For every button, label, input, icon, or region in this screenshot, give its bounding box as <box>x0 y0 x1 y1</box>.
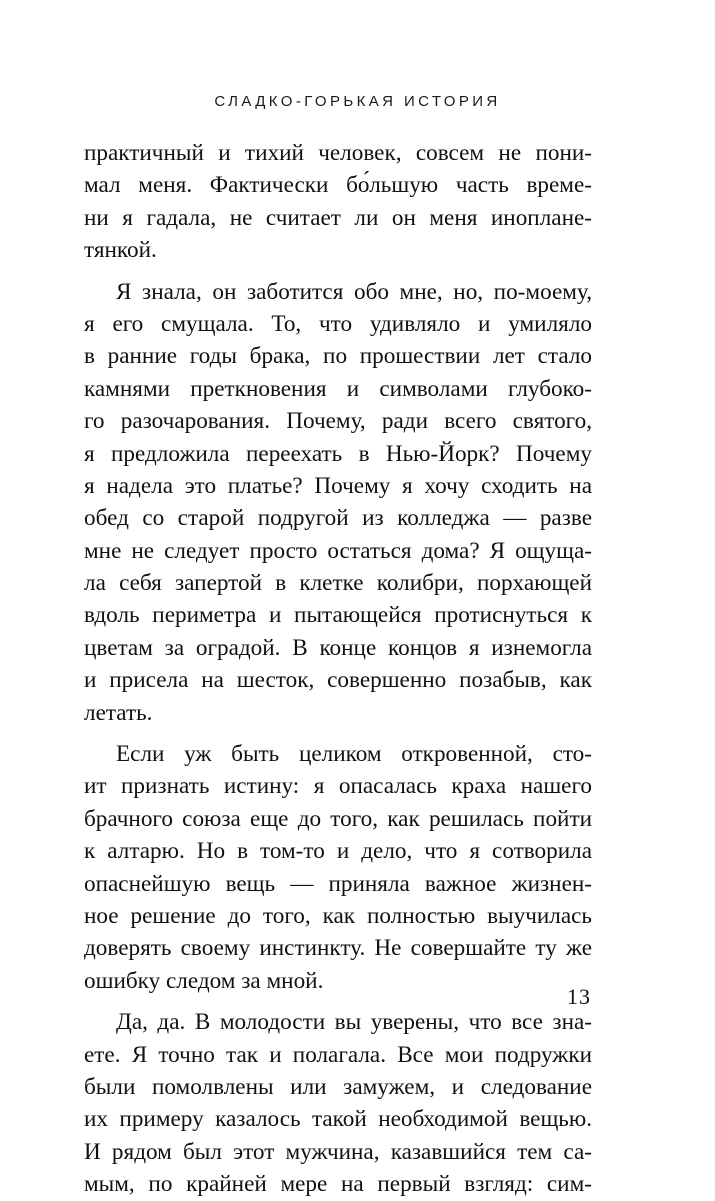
text-line: их примеру казалось такой необходимой вещью. <box>84 1106 592 1133</box>
text-line: мал меня. Фактически бо́льшую часть време- <box>84 172 592 199</box>
text-line: го разочарования. Почему, ради всего святого, <box>84 408 592 435</box>
paragraph <box>84 1006 592 1200</box>
text-line: ни я гадала, не считает ли он меня инопланe- <box>84 204 592 231</box>
text-line: обед со старой подругой из колледжа — разве <box>84 505 592 532</box>
text-line: ное решение до того, как полностью выучилась <box>84 902 592 929</box>
text-line: И рядом был этот мужчина, казавшийся тем са- <box>84 1138 592 1165</box>
text-line: я предложила переехать в Нью-Йорк? Почему <box>84 440 592 467</box>
text-line: к алтарю. Но в том-то и дело, что я сотворила <box>84 838 592 865</box>
text-line: опаснейшую вещь — приняла важное жизнен- <box>84 870 592 897</box>
text-line: в ранние годы брака, по прошествии лет стало <box>84 343 592 370</box>
paragraph <box>84 738 592 997</box>
text-line: доверять своему инстинкту. Не совершайте ту же <box>84 935 592 962</box>
body-text <box>84 137 592 1201</box>
text-line: Я знала, он заботится обо мне, но, по-моему, <box>116 278 592 305</box>
running-head: СЛАДКО-ГОРЬКАЯ ИСТОРИЯ <box>214 93 501 110</box>
text-line: Да, да. В молодости вы уверены, что все зна- <box>116 1009 592 1036</box>
text-line: Если уж быть целиком откровенной, сто- <box>116 741 592 768</box>
text-line: практичный и тихий человек, совсем не пони- <box>84 140 592 166</box>
text-line: брачного союза еще до того, как решилась пойти <box>84 805 592 832</box>
text-line: вдоль периметра и пытающейся протиснуться к <box>84 602 592 629</box>
text-line: летать. <box>84 699 153 726</box>
text-line: и присела на шесток, совершенно позабыв, как <box>84 667 592 694</box>
text-line: мым, по крайней мере на первый взгляд: сим- <box>84 1171 592 1198</box>
page-number: 13 <box>567 984 591 1009</box>
text-line: я его смущала. То, что удивляло и умиляло <box>84 310 592 337</box>
text-line: ете. Я точно так и полагала. Все мои подружки <box>84 1041 592 1068</box>
paragraph <box>84 137 592 267</box>
text-line: цветам за оградой. В конце концов я изнемогла <box>84 634 592 661</box>
text-line: тянкой. <box>84 237 157 264</box>
text-line: мне не следует просто остаться дома? Я ощуща- <box>84 537 592 564</box>
text-line: я надела это платье? Почему я хочу сходить на <box>84 472 592 499</box>
text-line: ошибку следом за мной. <box>84 967 324 994</box>
text-line: были помолвлены или замужем, и следование <box>84 1073 592 1100</box>
text-line: ла себя запертой в клетке колибри, порхающей <box>84 570 592 597</box>
text-line: камнями преткновения и символами глубоко- <box>84 375 592 402</box>
text-line: ит признать истину: я опасалась краха нашего <box>84 773 592 800</box>
paragraph <box>84 276 592 729</box>
